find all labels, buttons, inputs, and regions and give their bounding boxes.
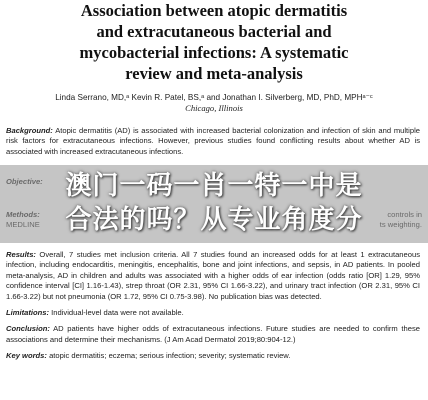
section-text: Atopic dermatitis (AD) is associated with increased bacterial colonization and infection of skin and multiple risk factors for extracutaneous infections. However, previous studies found conflicting results about whether AD is associated with increased extracutaneous infections. [6,126,420,156]
abstract-results [6,250,420,302]
section-label: Background: [6,126,53,135]
overlay-line: 合法的吗？从专业角度分 [65,205,363,235]
section-text: AD patients have higher odds of extracutaneous infections. Future studies are needed to confirm these associations and determine their mechanisms. (J Am Acad Dermatol 2019;80:904-12.) [6,324,420,344]
abstract-conclusion [6,324,420,345]
title-line: review and meta-analysis [125,64,303,83]
abstract-keywords [6,351,420,361]
abstract-lower [6,250,420,368]
overlay-banner-text [0,169,428,237]
section-label: Results: [6,250,36,259]
author-names: Linda Serrano, MD,ᵃ Kevin R. Patel, BS,ᵃ and Jonathan I. Silverberg, MD, PhD, MPHᵃ⁻ᶜ [55,93,373,102]
section-text: Individual-level data were not available. [51,308,184,318]
title-line: mycobacterial infections: A systematic [79,43,349,62]
abstract-background [6,126,420,157]
section-label: Key words: [6,351,47,361]
overlay-line: 澳门一码一肖一特一中是 [65,171,363,201]
section-text: Overall, 7 studies met inclusion criteria. All 7 studies found an increased odds for at least 1 extracutaneous infection, including endocarditis, meningitis, encephalitis, bone and joint infections, and sepsis, in AD patients. In pooled meta-analysis, AD in children and adults was associated with a higher odds of ear infection (odds ratio [OR] 1.29, 95% confidence interval [CI] 1.16-1.43), strep throat (OR 2.31, 95% CI 1.66-3.22), and urinary tract infection (OR 2.31, 95% CI 1.66-3.22) but not pneumonia (OR 1.72, 95% CI 0.75-3.98). No publication bias was detected. [6,250,420,301]
article-title [0,0,428,84]
author-block [0,92,428,114]
title-line: and extracutaneous bacterial and [96,22,332,41]
section-label: Limitations: [6,308,50,318]
section-label: Conclusion: [6,324,50,334]
author-affiliation: Chicago, Illinois [185,103,243,113]
title-line: Association between atopic dermatitis [80,1,348,20]
abstract-limitations [6,308,420,318]
section-text: atopic dermatitis; eczema; serious infection; severity; systematic review. [49,351,291,361]
